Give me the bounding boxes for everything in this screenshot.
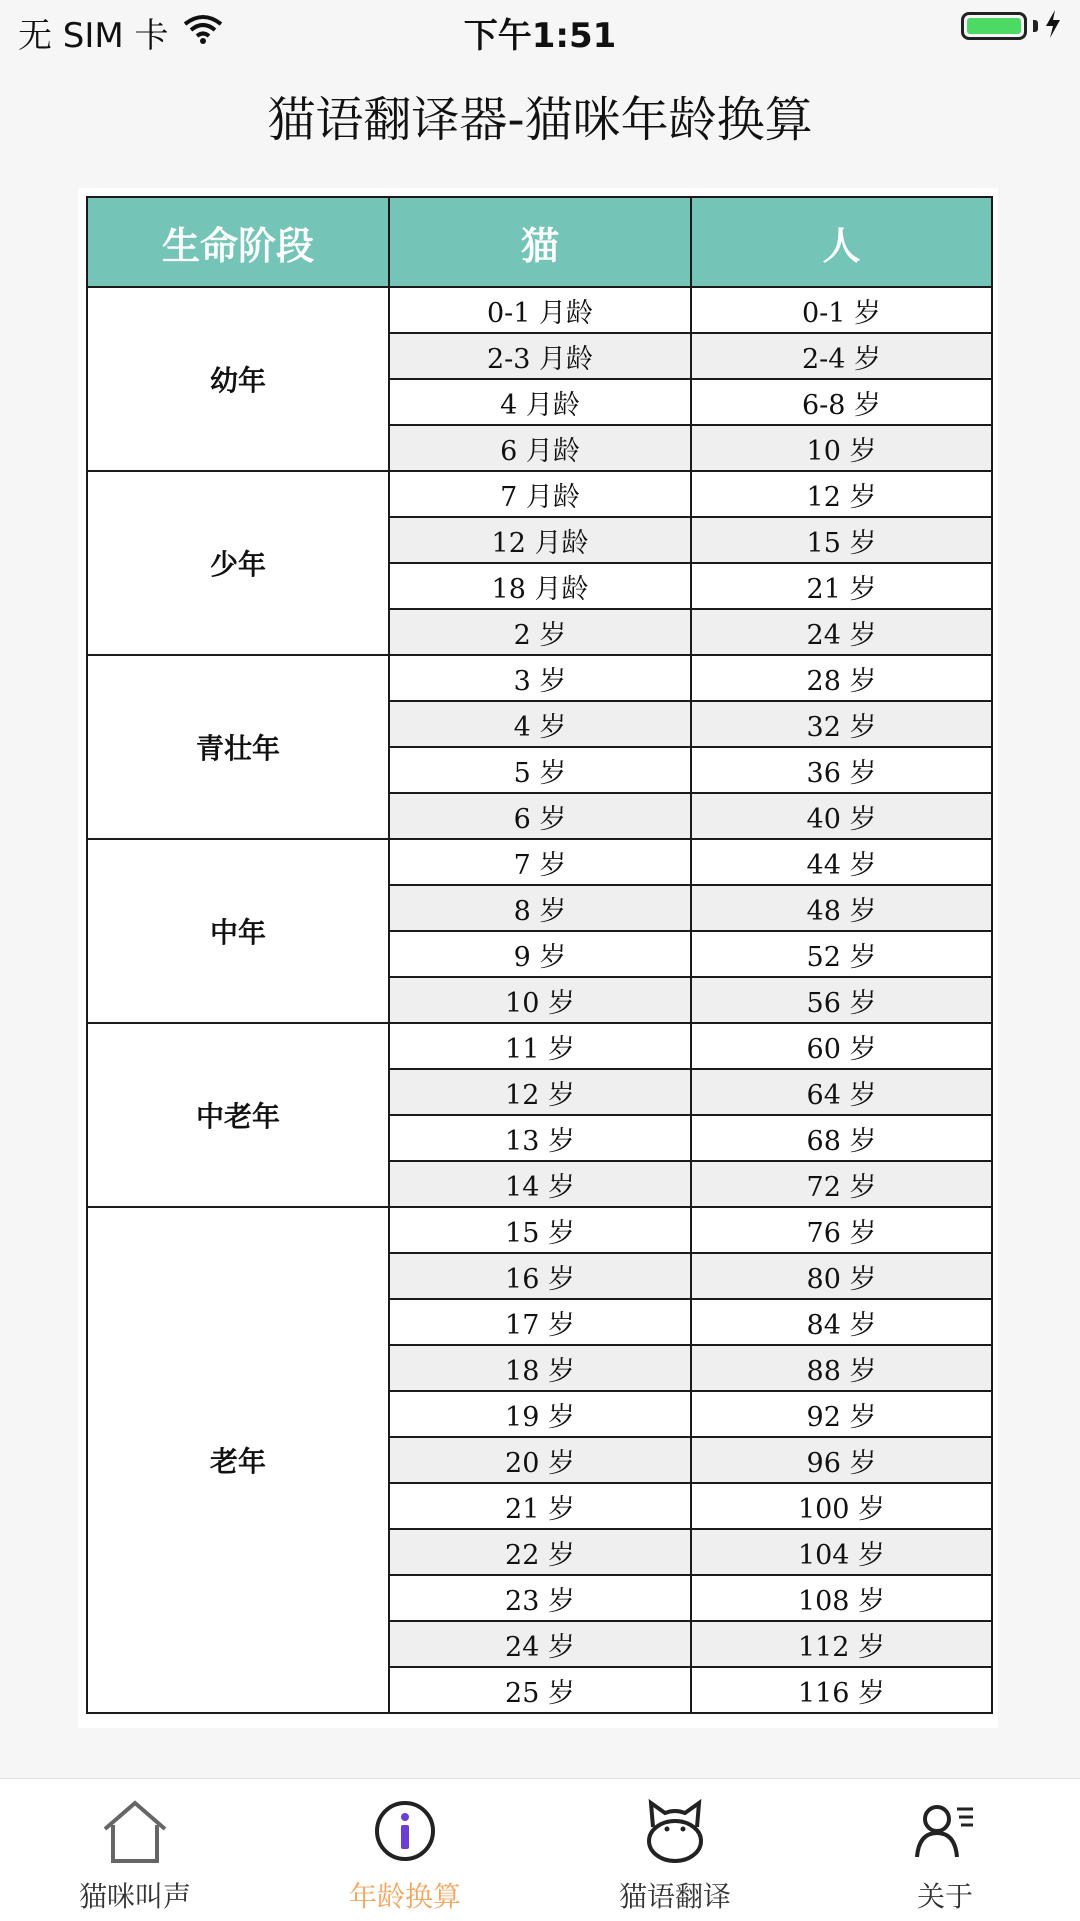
cat-age-cell: 6 岁 <box>389 793 691 839</box>
status-time: 下午1:51 <box>463 16 617 56</box>
human-age-cell: 40 岁 <box>691 793 992 839</box>
table-body <box>87 287 992 1713</box>
human-age-cell: 10 岁 <box>691 425 992 471</box>
human-age-cell: 88 岁 <box>691 1345 992 1391</box>
human-age-cell: 2-4 岁 <box>691 333 992 379</box>
human-age-cell: 12 岁 <box>691 471 992 517</box>
battery-icon <box>961 12 1027 40</box>
human-age-cell: 92 岁 <box>691 1391 992 1437</box>
cat-age-cell: 12 岁 <box>389 1069 691 1115</box>
page-title: 猫语翻译器-猫咪年龄换算 <box>267 92 813 148</box>
stage-cell: 少年 <box>87 471 389 655</box>
stage-cell: 中年 <box>87 839 389 1023</box>
human-age-cell: 15 岁 <box>691 517 992 563</box>
status-bar <box>0 0 1080 60</box>
human-age-cell: 28 岁 <box>691 655 992 701</box>
tab-cat-translate[interactable] <box>540 1779 810 1921</box>
human-age-cell: 36 岁 <box>691 747 992 793</box>
cat-age-cell: 4 月龄 <box>389 379 691 425</box>
tab-about[interactable] <box>810 1779 1080 1921</box>
cat-age-cell: 2 岁 <box>389 609 691 655</box>
stage-cell: 青壮年 <box>87 655 389 839</box>
human-age-cell: 84 岁 <box>691 1299 992 1345</box>
cat-age-cell: 18 岁 <box>389 1345 691 1391</box>
stage-cell: 中老年 <box>87 1023 389 1207</box>
cat-age-cell: 0-1 月龄 <box>389 287 691 333</box>
cat-age-cell: 16 岁 <box>389 1253 691 1299</box>
human-age-cell: 76 岁 <box>691 1207 992 1253</box>
battery-fill <box>967 18 1021 34</box>
cat-age-cell: 15 岁 <box>389 1207 691 1253</box>
cat-age-cell: 11 岁 <box>389 1023 691 1069</box>
cat-age-cell: 20 岁 <box>389 1437 691 1483</box>
cat-age-cell: 6 月龄 <box>389 425 691 471</box>
human-age-cell: 52 岁 <box>691 931 992 977</box>
cat-age-cell: 7 岁 <box>389 839 691 885</box>
human-age-cell: 60 岁 <box>691 1023 992 1069</box>
human-age-cell: 32 岁 <box>691 701 992 747</box>
home-icon <box>99 1795 171 1867</box>
human-age-cell: 56 岁 <box>691 977 992 1023</box>
cat-age-cell: 3 岁 <box>389 655 691 701</box>
tab-label: 猫咪叫声 <box>78 1880 191 1913</box>
stage-cell: 幼年 <box>87 287 389 471</box>
cat-age-cell: 23 岁 <box>389 1575 691 1621</box>
cat-age-cell: 8 岁 <box>389 885 691 931</box>
cat-age-cell: 13 岁 <box>389 1115 691 1161</box>
human-age-cell: 6-8 岁 <box>691 379 992 425</box>
human-age-cell: 96 岁 <box>691 1437 992 1483</box>
tab-age-convert[interactable] <box>270 1779 540 1921</box>
cat-age-cell: 2-3 月龄 <box>389 333 691 379</box>
human-age-cell: 48 岁 <box>691 885 992 931</box>
cat-age-cell: 5 岁 <box>389 747 691 793</box>
cat-age-cell: 17 岁 <box>389 1299 691 1345</box>
tab-label: 年龄换算 <box>348 1880 461 1913</box>
carrier-text: 无 SIM 卡 <box>18 16 169 56</box>
table-row <box>87 287 992 333</box>
tab-cat-sounds[interactable] <box>0 1779 270 1921</box>
bottom-tab-bar <box>0 1778 1080 1921</box>
human-age-cell: 104 岁 <box>691 1529 992 1575</box>
cat-age-cell: 25 岁 <box>389 1667 691 1713</box>
stage-cell: 老年 <box>87 1207 389 1713</box>
human-age-cell: 108 岁 <box>691 1575 992 1621</box>
human-age-cell: 80 岁 <box>691 1253 992 1299</box>
cat-age-cell: 9 岁 <box>389 931 691 977</box>
human-age-cell: 0-1 岁 <box>691 287 992 333</box>
header-human: 人 <box>691 197 992 287</box>
human-age-cell: 116 岁 <box>691 1667 992 1713</box>
cat-age-cell: 14 岁 <box>389 1161 691 1207</box>
battery-nub <box>1033 20 1038 32</box>
human-age-cell: 72 岁 <box>691 1161 992 1207</box>
human-age-cell: 68 岁 <box>691 1115 992 1161</box>
nav-title-bar <box>0 62 1080 182</box>
tab-label: 猫语翻译 <box>618 1880 731 1913</box>
table-row <box>87 1207 992 1253</box>
table-row <box>87 655 992 701</box>
cat-age-cell: 18 月龄 <box>389 563 691 609</box>
tab-label: 关于 <box>916 1880 973 1913</box>
cat-age-cell: 10 岁 <box>389 977 691 1023</box>
cat-age-cell: 22 岁 <box>389 1529 691 1575</box>
cat-age-cell: 7 月龄 <box>389 471 691 517</box>
table-header-row <box>87 197 992 287</box>
table-row <box>87 471 992 517</box>
cat-face-icon <box>639 1795 711 1867</box>
table-row <box>87 1023 992 1069</box>
table-row <box>87 839 992 885</box>
human-age-cell: 44 岁 <box>691 839 992 885</box>
status-right <box>961 10 1062 42</box>
human-age-cell: 100 岁 <box>691 1483 992 1529</box>
charging-bolt-icon <box>1044 10 1062 42</box>
cat-age-cell: 24 岁 <box>389 1621 691 1667</box>
cat-age-cell: 19 岁 <box>389 1391 691 1437</box>
human-age-cell: 21 岁 <box>691 563 992 609</box>
header-stage: 生命阶段 <box>87 197 389 287</box>
header-cat: 猫 <box>389 197 691 287</box>
user-list-icon <box>909 1795 981 1867</box>
cat-age-cell: 4 岁 <box>389 701 691 747</box>
human-age-cell: 24 岁 <box>691 609 992 655</box>
cat-age-cell: 21 岁 <box>389 1483 691 1529</box>
age-table-card <box>78 188 998 1728</box>
human-age-cell: 112 岁 <box>691 1621 992 1667</box>
human-age-cell: 64 岁 <box>691 1069 992 1115</box>
cat-age-cell: 12 月龄 <box>389 517 691 563</box>
info-icon <box>369 1795 441 1867</box>
age-conversion-table <box>86 196 993 1714</box>
